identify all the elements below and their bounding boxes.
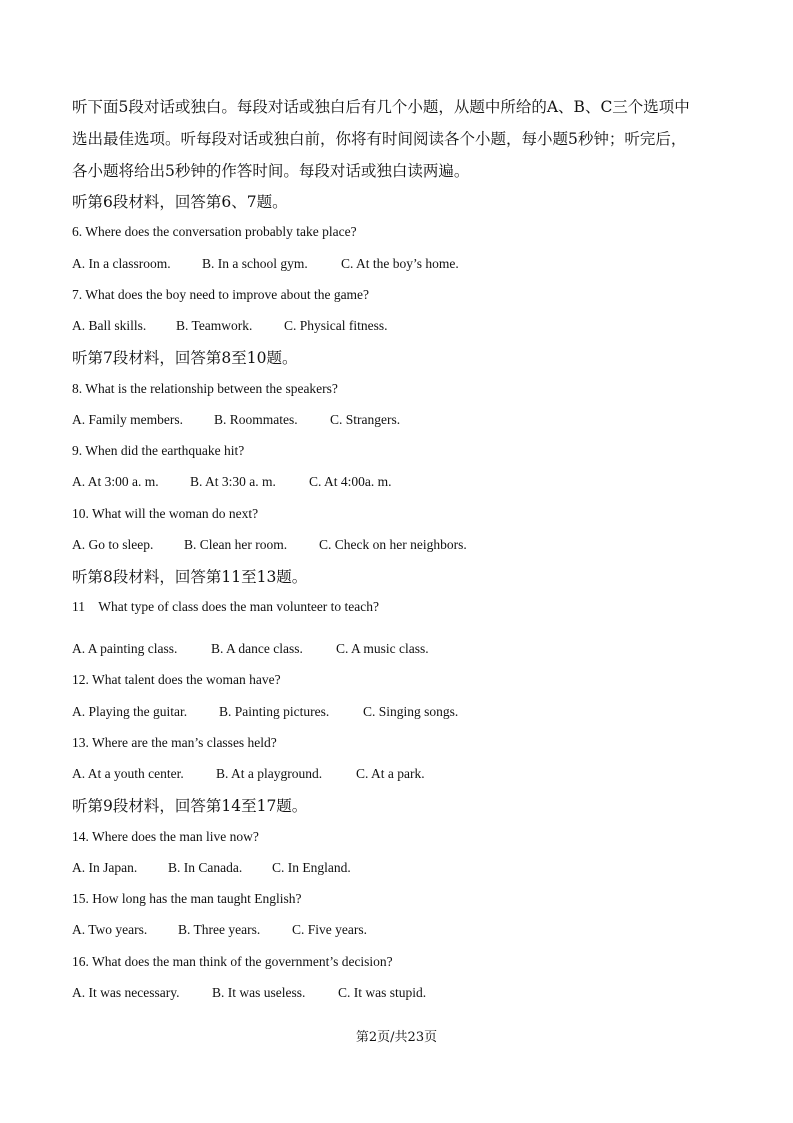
question-14: 14. Where does the man live now? <box>72 829 259 844</box>
question-10-options <box>72 537 467 553</box>
instructions-line-2: 选出最佳选项。听每段对话或独白前，你将有时间阅读各个小题，每小题5秒钟；听完后， <box>72 130 687 148</box>
option-a: A. Two years. <box>72 922 148 937</box>
option-a: A. In a classroom. <box>72 256 171 271</box>
instructions-line-1: 听下面5段对话或独白。每段对话或独白后有几个小题，从题中所给的A、B、C三个选项中 <box>72 98 690 116</box>
option-b: B. Teamwork. <box>176 318 253 333</box>
option-b: B. At a playground. <box>216 766 323 781</box>
option-b: B. In Canada. <box>168 860 243 875</box>
question-9: 9. When did the earthquake hit? <box>72 443 245 458</box>
section-heading-9: 听第9段材料，回答第14至17题。 <box>72 797 308 815</box>
question-16: 16. What does the man think of the government’s decision? <box>72 954 393 969</box>
page-number: 第2页/共23页 <box>355 1030 438 1045</box>
question-11 <box>72 599 379 615</box>
question-11-text: 11 What type of class does the man volunteer to teach? <box>72 599 380 614</box>
question-13-options <box>72 766 425 782</box>
option-b: B. Three years. <box>178 922 261 937</box>
option-a: A. In Japan. <box>72 860 138 875</box>
question-12: 12. What talent does the woman have? <box>72 672 281 687</box>
option-a: A. Playing the guitar. <box>72 704 188 719</box>
section-heading-8: 听第8段材料，回答第11至13题。 <box>72 568 308 586</box>
question-16-options <box>72 985 426 1001</box>
question-7-options <box>72 318 388 334</box>
option-b: B. A dance class. <box>211 641 303 656</box>
question-9-options <box>72 474 392 490</box>
option-c: C. A music class. <box>336 641 429 656</box>
section-heading-7: 听第7段材料，回答第8至10题。 <box>72 349 298 367</box>
instructions-line-3: 各小题将给出5秒钟的作答时间。每段对话或独白读两遍。 <box>72 162 470 180</box>
option-c: C. In England. <box>272 860 351 875</box>
option-a: A. Family members. <box>72 412 183 427</box>
option-a: A. At a youth center. <box>72 766 184 781</box>
option-b: B. In a school gym. <box>202 256 308 271</box>
option-b: B. Clean her room. <box>184 537 288 552</box>
option-b: B. It was useless. <box>212 985 306 1000</box>
option-c: C. Strangers. <box>330 412 401 427</box>
option-c: C. Five years. <box>292 922 367 937</box>
option-c: C. At 4:00a. m. <box>309 474 392 489</box>
question-15-options <box>72 922 367 938</box>
question-11-options <box>72 641 429 657</box>
option-b: B. Roommates. <box>214 412 298 427</box>
question-10: 10. What will the woman do next? <box>72 506 259 521</box>
question-8: 8. What is the relationship between the speakers? <box>72 381 338 396</box>
option-a: A. It was necessary. <box>72 985 180 1000</box>
option-b: B. Painting pictures. <box>219 704 330 719</box>
option-a: A. A painting class. <box>72 641 178 656</box>
option-b: B. At 3:30 a. m. <box>190 474 276 489</box>
question-8-options <box>72 412 400 428</box>
question-15: 15. How long has the man taught English? <box>72 891 302 906</box>
question-6: 6. Where does the conversation probably take place? <box>72 224 357 239</box>
question-6-options <box>72 256 459 272</box>
option-a: A. At 3:00 a. m. <box>72 474 159 489</box>
option-c: C. At a park. <box>356 766 425 781</box>
question-13: 13. Where are the man’s classes held? <box>72 735 277 750</box>
section-heading-6: 听第6段材料，回答第6、7题。 <box>72 193 288 211</box>
option-a: A. Ball skills. <box>72 318 147 333</box>
option-c: C. Singing songs. <box>363 704 459 719</box>
question-7: 7. What does the boy need to improve about the game? <box>72 287 370 302</box>
question-12-options <box>72 704 458 720</box>
option-a: A. Go to sleep. <box>72 537 154 552</box>
option-c: C. At the boy’s home. <box>341 256 459 271</box>
option-c: C. Physical fitness. <box>284 318 388 333</box>
question-14-options <box>72 860 351 876</box>
option-c: C. Check on her neighbors. <box>319 537 467 552</box>
option-c: C. It was stupid. <box>338 985 427 1000</box>
